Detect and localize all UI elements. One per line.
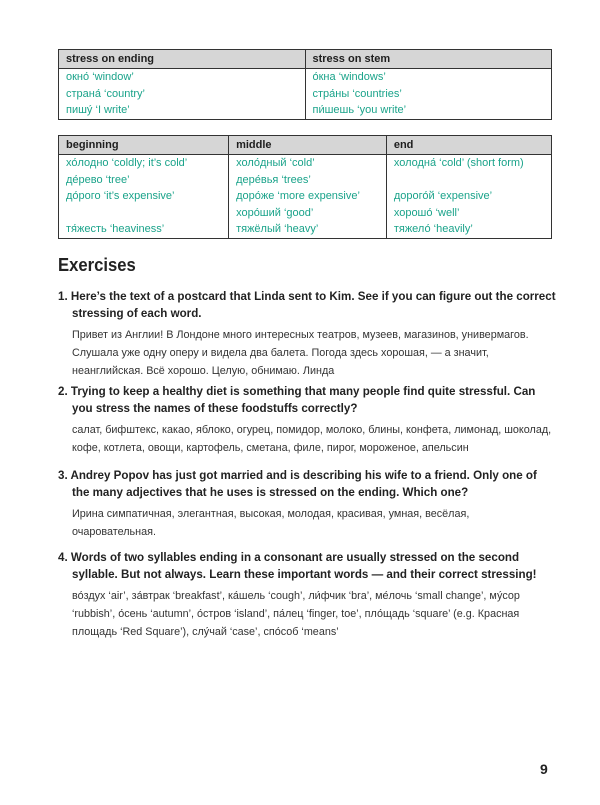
russian-word: дорого́й bbox=[393, 190, 435, 202]
english-gloss: ‘cold’ (short form) bbox=[439, 157, 524, 169]
russian-word: окно́ bbox=[66, 71, 90, 83]
table-row bbox=[59, 86, 552, 103]
exercise-text: во́здух ‘air’, за́втрак ‘breakfast’, ка́шель ‘cough’, ли́фчик ‘bra’, ме́лочь ‘small change’, му́сор ‘rubbish’, о́сень ‘autumn’, о́стров ‘island’, па́лец ‘finger, toe’, пло́щадь ‘square’ (e.g. Красная площадь ‘Red Square’), слу́чай ‘case’, спо́соб ‘means’ bbox=[72, 590, 520, 638]
russian-word: стра́ны bbox=[312, 87, 350, 100]
russian-word: хо́лодно bbox=[66, 157, 109, 169]
russian-word: де́рево bbox=[66, 173, 103, 186]
russian-word: тяжело́ bbox=[393, 223, 431, 235]
table-cell bbox=[229, 172, 387, 189]
exercise-question: 3. Andrey Popov has just got married and is describing his wife to a friend. Only one of the many adjectives that he uses is stressed on the ending. Which one? bbox=[58, 469, 537, 499]
table-row bbox=[59, 221, 552, 238]
table-cell bbox=[59, 221, 229, 238]
table-row bbox=[59, 69, 552, 86]
table-cell bbox=[59, 172, 229, 189]
table-cell bbox=[229, 221, 387, 238]
english-gloss: ‘I write’ bbox=[95, 104, 130, 116]
russian-word: до́рого bbox=[66, 190, 101, 202]
col-header: end bbox=[386, 136, 551, 155]
exercise-question: 1. Here’s the text of a postcard that Linda sent to Kim. See if you can figure out the correct stressing of each word. bbox=[58, 290, 556, 320]
english-gloss: ‘good’ bbox=[283, 206, 314, 219]
table-cell bbox=[305, 102, 552, 119]
english-gloss: ‘it’s expensive’ bbox=[103, 190, 175, 202]
table-cell bbox=[386, 205, 551, 222]
exercise-text: салат, бифштекс, какао, яблоко, огурец, помидор, молоко, блины, конфета, лимонад, шоколад, кофе, котлета, овощи, картофель, сметана, филе, пирог, мороженое, апельсин bbox=[72, 424, 552, 454]
table-cell bbox=[305, 86, 552, 103]
exercise-question: 4. Words of two syllables ending in a consonant are usually stressed on the second syllable. But not always. Learn these important words — and their correct stressing! bbox=[58, 551, 537, 581]
table-row bbox=[59, 172, 552, 189]
russian-word: пишу́ bbox=[66, 104, 93, 116]
table-cell bbox=[59, 188, 229, 205]
english-gloss: ‘you write’ bbox=[357, 104, 407, 116]
exercise-4 bbox=[58, 549, 556, 641]
russian-word: холодна́ bbox=[393, 157, 437, 169]
table-cell bbox=[386, 155, 551, 172]
exercise-1 bbox=[58, 288, 556, 380]
table-cell bbox=[386, 221, 551, 238]
exercises-heading: Exercises bbox=[58, 254, 136, 275]
russian-word: о́кна bbox=[312, 71, 336, 83]
english-gloss: ‘heaviness’ bbox=[109, 223, 165, 235]
table-row bbox=[59, 155, 552, 172]
table-cell bbox=[59, 69, 306, 86]
english-gloss: ‘trees’ bbox=[281, 173, 311, 186]
english-gloss: ‘expensive’ bbox=[437, 190, 493, 202]
exercise-text: Привет из Англии! В Лондоне много интересных театров, музеев, магазинов, универмагов. Слушала уже одну оперу и видела два балета. Погода здесь хорошая, — а значит, неанглийская. Всё хорошо. Целую, обнимаю. Линда bbox=[72, 329, 529, 377]
english-gloss: ‘countries’ bbox=[352, 87, 402, 100]
russian-word: тяжёлый bbox=[236, 223, 282, 235]
russian-word: хорошо́ bbox=[393, 206, 433, 219]
table-row bbox=[59, 102, 552, 119]
english-gloss: ‘heavily’ bbox=[433, 223, 473, 235]
table-cell bbox=[229, 188, 387, 205]
page-number: 9 bbox=[540, 761, 548, 777]
english-gloss: ‘well’ bbox=[435, 206, 460, 219]
english-gloss: ‘more expensive’ bbox=[277, 190, 360, 202]
exercise-2 bbox=[58, 383, 556, 457]
table-row bbox=[59, 188, 552, 205]
english-gloss: ‘heavy’ bbox=[284, 223, 319, 235]
exercise-question: 2. Trying to keep a healthy diet is something that many people find quite stressful. Can you stress the names of these foodstuffs correctly? bbox=[58, 385, 536, 415]
col-header: stress on stem bbox=[305, 50, 552, 69]
english-gloss: ‘window’ bbox=[92, 71, 134, 83]
russian-word: тя́жесть bbox=[66, 223, 107, 235]
english-gloss: ‘tree’ bbox=[105, 173, 130, 186]
exercise-text: Ирина симпатичная, элегантная, высокая, молодая, красивая, умная, весёлая, очаровательная. bbox=[72, 508, 470, 538]
table-cell bbox=[229, 205, 387, 222]
russian-word: дере́вья bbox=[236, 173, 279, 186]
english-gloss: ‘windows’ bbox=[338, 71, 386, 83]
table-cell bbox=[386, 188, 551, 205]
table-row bbox=[59, 205, 552, 222]
russian-word: доро́же bbox=[236, 190, 275, 202]
english-gloss: ‘coldly; it’s cold’ bbox=[111, 157, 188, 169]
stress-table-1 bbox=[58, 49, 552, 120]
table-cell bbox=[386, 172, 551, 189]
col-header: stress on ending bbox=[59, 50, 306, 69]
table-cell bbox=[59, 86, 306, 103]
table-cell bbox=[59, 102, 306, 119]
table-cell bbox=[59, 205, 229, 222]
col-header: middle bbox=[229, 136, 387, 155]
english-gloss: ‘country’ bbox=[104, 87, 145, 100]
table-cell bbox=[305, 69, 552, 86]
russian-word: холо́дный bbox=[236, 157, 287, 169]
exercise-3 bbox=[58, 467, 556, 541]
col-header: beginning bbox=[59, 136, 229, 155]
russian-word: страна́ bbox=[66, 87, 101, 100]
russian-word: пи́шешь bbox=[312, 104, 355, 116]
russian-word: хоро́ший bbox=[236, 206, 281, 219]
table-cell bbox=[59, 155, 229, 172]
stress-table-2 bbox=[58, 135, 552, 239]
english-gloss: ‘cold’ bbox=[289, 157, 315, 169]
table-cell bbox=[229, 155, 387, 172]
